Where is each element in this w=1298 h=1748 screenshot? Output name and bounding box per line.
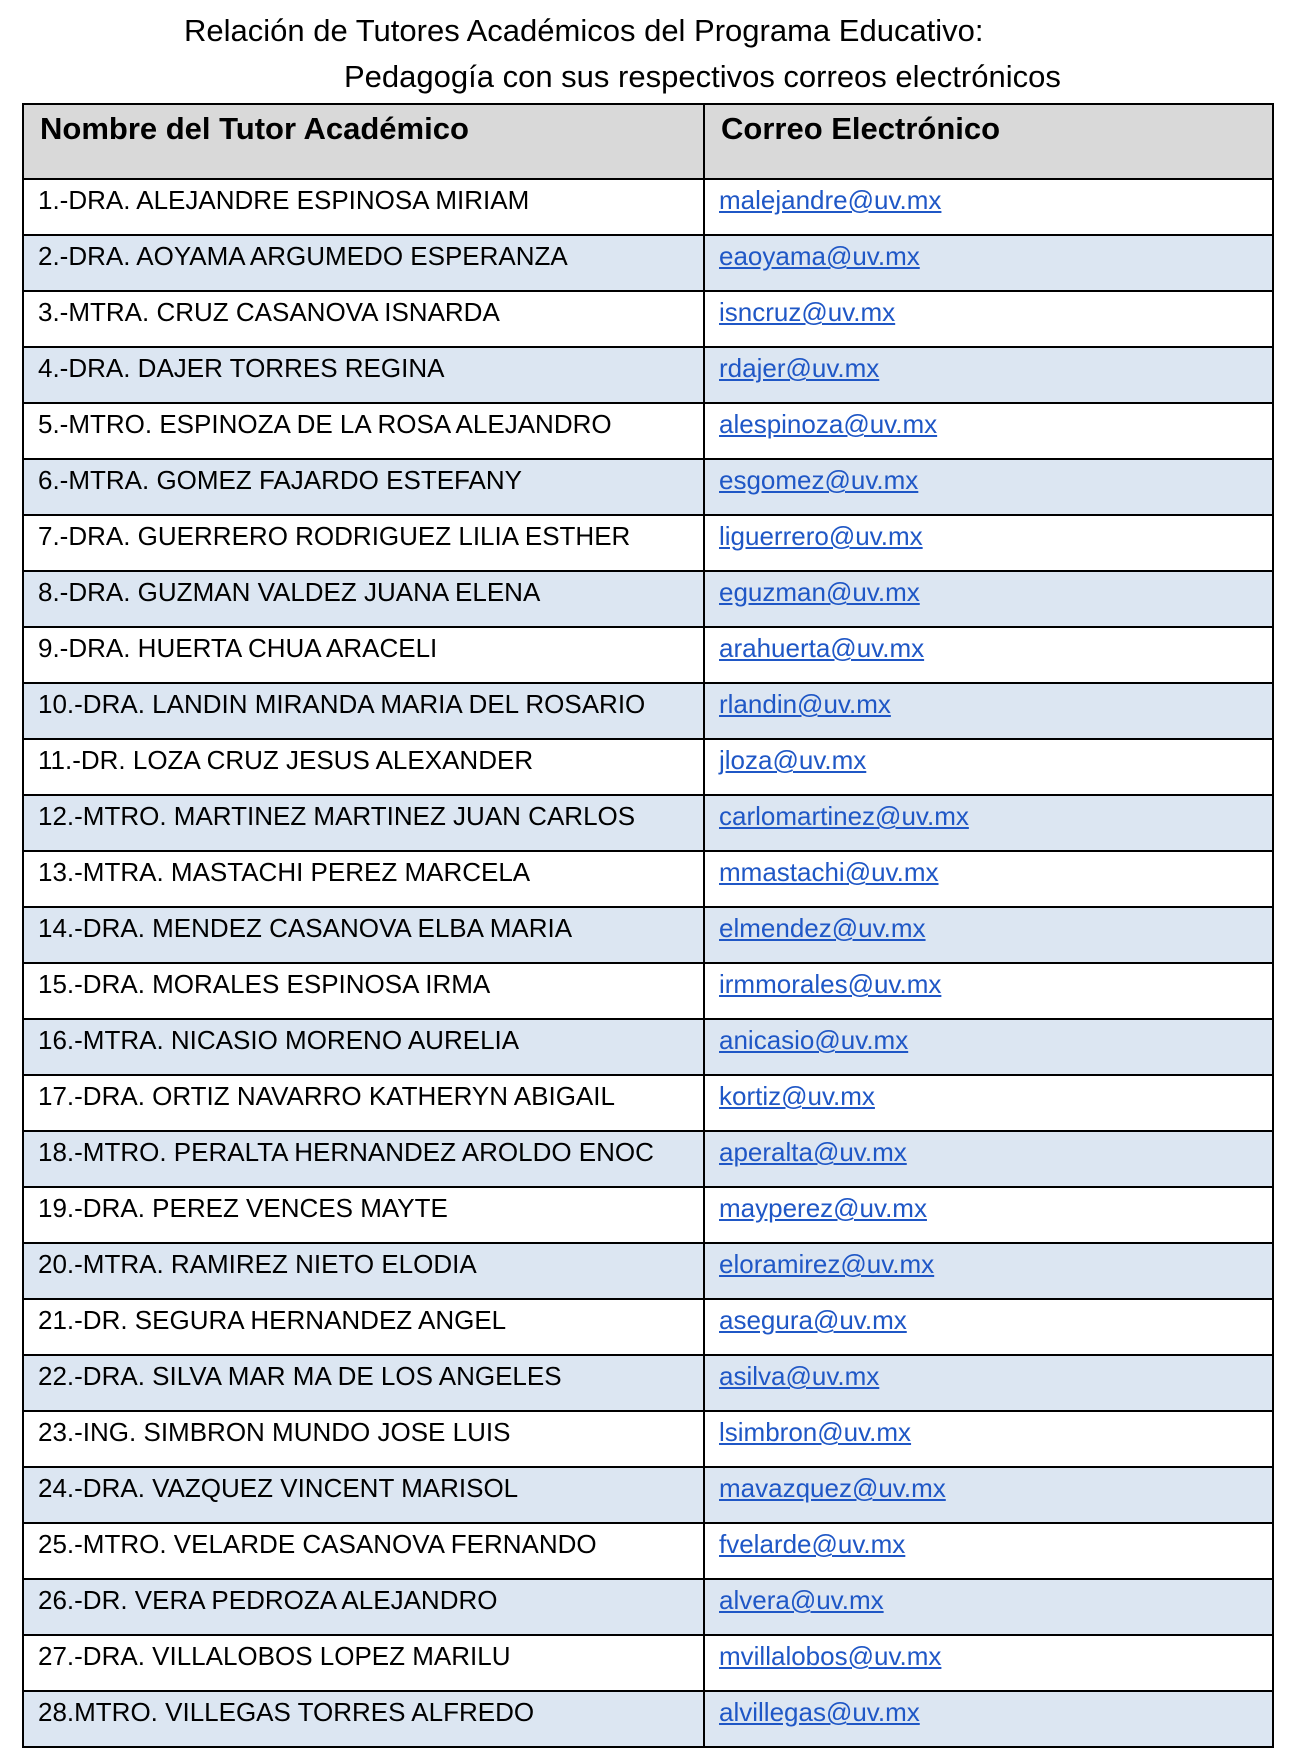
tutor-name-cell: 14.-DRA. MENDEZ CASANOVA ELBA MARIA [23, 907, 704, 963]
tutor-email-cell [704, 235, 1273, 291]
tutor-name-cell: 26.-DR. VERA PEDROZA ALEJANDRO [23, 1579, 704, 1635]
table-row [23, 1075, 1273, 1131]
table-body [23, 179, 1273, 1747]
email-link[interactable]: aperalta@uv.mx [719, 1137, 907, 1167]
title-line-2: Pedagogía con sus respectivos correos electrónicos [344, 59, 1061, 94]
email-link[interactable]: mavazquez@uv.mx [719, 1473, 946, 1503]
email-link[interactable]: arahuerta@uv.mx [719, 633, 925, 663]
email-link[interactable]: asilva@uv.mx [719, 1361, 880, 1391]
table-row [23, 515, 1273, 571]
tutor-email-cell [704, 627, 1273, 683]
table-row [23, 571, 1273, 627]
tutor-name-cell: 5.-MTRO. ESPINOZA DE LA ROSA ALEJANDRO [23, 403, 704, 459]
tutor-name-cell: 9.-DRA. HUERTA CHUA ARACELI [23, 627, 704, 683]
tutor-name-cell: 1.-DRA. ALEJANDRE ESPINOSA MIRIAM [23, 179, 704, 235]
email-link[interactable]: eloramirez@uv.mx [719, 1249, 935, 1279]
tutor-email-cell [704, 1467, 1273, 1523]
tutor-email-cell [704, 347, 1273, 403]
tutor-email-cell [704, 1411, 1273, 1467]
tutor-email-cell [704, 1355, 1273, 1411]
email-link[interactable]: rlandin@uv.mx [719, 689, 891, 719]
tutor-name-cell: 27.-DRA. VILLALOBOS LOPEZ MARILU [23, 1635, 704, 1691]
tutor-name-cell: 16.-MTRA. NICASIO MORENO AURELIA [23, 1019, 704, 1075]
tutor-name-cell: 20.-MTRA. RAMIREZ NIETO ELODIA [23, 1243, 704, 1299]
table-row [23, 1187, 1273, 1243]
column-header-name: Nombre del Tutor Académico [23, 104, 704, 179]
tutor-email-cell [704, 1299, 1273, 1355]
email-link[interactable]: elmendez@uv.mx [719, 913, 926, 943]
table-row [23, 627, 1273, 683]
tutor-email-cell [704, 1243, 1273, 1299]
email-link[interactable]: rdajer@uv.mx [719, 353, 880, 383]
title-line-1: Relación de Tutores Académicos del Programa Educativo: [184, 13, 984, 48]
tutor-email-cell [704, 515, 1273, 571]
tutor-email-cell [704, 1075, 1273, 1131]
tutor-name-cell: 8.-DRA. GUZMAN VALDEZ JUANA ELENA [23, 571, 704, 627]
email-link[interactable]: liguerrero@uv.mx [719, 521, 923, 551]
tutor-email-cell [704, 851, 1273, 907]
tutor-name-cell: 12.-MTRO. MARTINEZ MARTINEZ JUAN CARLOS [23, 795, 704, 851]
email-link[interactable]: anicasio@uv.mx [719, 1025, 909, 1055]
tutor-name-cell: 3.-MTRA. CRUZ CASANOVA ISNARDA [23, 291, 704, 347]
email-link[interactable]: lsimbron@uv.mx [719, 1417, 912, 1447]
tutor-name-cell: 21.-DR. SEGURA HERNANDEZ ANGEL [23, 1299, 704, 1355]
tutor-name-cell: 4.-DRA. DAJER TORRES REGINA [23, 347, 704, 403]
tutor-email-cell [704, 459, 1273, 515]
table-row [23, 1523, 1273, 1579]
table-row [23, 403, 1273, 459]
email-link[interactable]: eaoyama@uv.mx [719, 241, 920, 271]
table-header-row [23, 104, 1273, 179]
tutor-name-cell: 11.-DR. LOZA CRUZ JESUS ALEXANDER [23, 739, 704, 795]
table-row [23, 1355, 1273, 1411]
table-row [23, 739, 1273, 795]
tutor-name-cell: 13.-MTRA. MASTACHI PEREZ MARCELA [23, 851, 704, 907]
page-title [0, 8, 1298, 100]
table-row [23, 1411, 1273, 1467]
tutor-email-cell [704, 1131, 1273, 1187]
tutor-name-cell: 15.-DRA. MORALES ESPINOSA IRMA [23, 963, 704, 1019]
tutor-email-cell [704, 963, 1273, 1019]
tutor-email-cell [704, 571, 1273, 627]
table-row [23, 683, 1273, 739]
table-row [23, 459, 1273, 515]
tutor-name-cell: 18.-MTRO. PERALTA HERNANDEZ AROLDO ENOC [23, 1131, 704, 1187]
column-header-email: Correo Electrónico [704, 104, 1273, 179]
table-row [23, 795, 1273, 851]
tutor-email-cell [704, 1019, 1273, 1075]
tutor-name-cell: 22.-DRA. SILVA MAR MA DE LOS ANGELES [23, 1355, 704, 1411]
tutor-name-cell: 23.-ING. SIMBRON MUNDO JOSE LUIS [23, 1411, 704, 1467]
tutors-table [22, 103, 1274, 1748]
email-link[interactable]: eguzman@uv.mx [719, 577, 920, 607]
tutor-email-cell [704, 403, 1273, 459]
tutor-name-cell: 7.-DRA. GUERRERO RODRIGUEZ LILIA ESTHER [23, 515, 704, 571]
tutor-name-cell: 10.-DRA. LANDIN MIRANDA MARIA DEL ROSARIO [23, 683, 704, 739]
email-link[interactable]: isncruz@uv.mx [719, 297, 896, 327]
tutor-email-cell [704, 907, 1273, 963]
table-row [23, 851, 1273, 907]
email-link[interactable]: mvillalobos@uv.mx [719, 1641, 942, 1671]
table-row [23, 963, 1273, 1019]
table-row [23, 235, 1273, 291]
tutor-email-cell [704, 1579, 1273, 1635]
tutor-email-cell [704, 739, 1273, 795]
tutor-name-cell: 17.-DRA. ORTIZ NAVARRO KATHERYN ABIGAIL [23, 1075, 704, 1131]
tutor-name-cell: 25.-MTRO. VELARDE CASANOVA FERNANDO [23, 1523, 704, 1579]
email-link[interactable]: alespinoza@uv.mx [719, 409, 938, 439]
tutor-name-cell: 24.-DRA. VAZQUEZ VINCENT MARISOL [23, 1467, 704, 1523]
table-row [23, 1299, 1273, 1355]
email-link[interactable]: jloza@uv.mx [719, 745, 867, 775]
email-link[interactable]: alvillegas@uv.mx [719, 1697, 920, 1727]
tutor-name-cell: 2.-DRA. AOYAMA ARGUMEDO ESPERANZA [23, 235, 704, 291]
email-link[interactable]: kortiz@uv.mx [719, 1081, 875, 1111]
email-link[interactable]: malejandre@uv.mx [719, 185, 942, 215]
email-link[interactable]: fvelarde@uv.mx [719, 1529, 906, 1559]
table-row [23, 291, 1273, 347]
email-link[interactable]: alvera@uv.mx [719, 1585, 884, 1615]
table-row [23, 1243, 1273, 1299]
table-row [23, 1467, 1273, 1523]
email-link[interactable]: asegura@uv.mx [719, 1305, 907, 1335]
table-row [23, 1635, 1273, 1691]
table-row [23, 347, 1273, 403]
table-row [23, 1691, 1273, 1747]
table-row [23, 907, 1273, 963]
tutor-name-cell: 6.-MTRA. GOMEZ FAJARDO ESTEFANY [23, 459, 704, 515]
email-link[interactable]: esgomez@uv.mx [719, 465, 919, 495]
table-row [23, 179, 1273, 235]
tutor-email-cell [704, 1691, 1273, 1747]
tutor-email-cell [704, 1523, 1273, 1579]
tutor-email-cell [704, 683, 1273, 739]
tutor-email-cell [704, 1635, 1273, 1691]
email-link[interactable]: mayperez@uv.mx [719, 1193, 927, 1223]
table-row [23, 1131, 1273, 1187]
tutor-email-cell [704, 179, 1273, 235]
table-row [23, 1019, 1273, 1075]
tutor-name-cell: 28.MTRO. VILLEGAS TORRES ALFREDO [23, 1691, 704, 1747]
tutor-name-cell: 19.-DRA. PEREZ VENCES MAYTE [23, 1187, 704, 1243]
tutor-email-cell [704, 1187, 1273, 1243]
email-link[interactable]: mmastachi@uv.mx [719, 857, 939, 887]
email-link[interactable]: carlomartinez@uv.mx [719, 801, 969, 831]
table-row [23, 1579, 1273, 1635]
tutor-email-cell [704, 291, 1273, 347]
email-link[interactable]: irmmorales@uv.mx [719, 969, 942, 999]
tutor-email-cell [704, 795, 1273, 851]
